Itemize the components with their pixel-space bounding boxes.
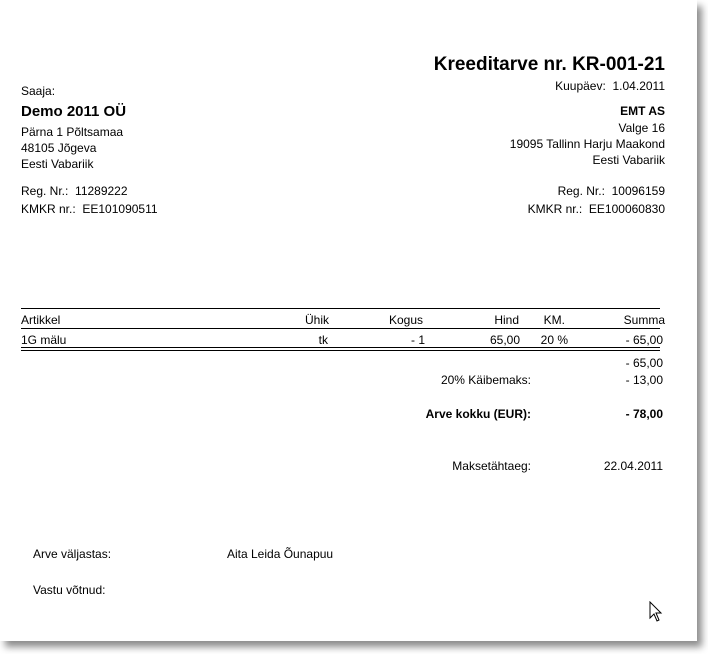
total-label: Arve kokku (EUR): (425, 407, 531, 421)
cell-unit: tk (318, 333, 328, 347)
cell-price: 65,00 (489, 333, 520, 347)
due-date-label: Maksetähtaeg: (452, 459, 531, 473)
vat-value: - 13,00 (625, 373, 663, 387)
cell-item: 1G mälu (21, 333, 67, 347)
col-header-sum: Summa (623, 313, 665, 327)
col-header-price: Hind (494, 313, 519, 327)
recipient-kmkr (21, 202, 158, 216)
recipient-label: Saaja: (21, 84, 56, 98)
cell-sum: - 65,00 (625, 333, 663, 347)
date-label: Kuupäev: (555, 79, 606, 93)
col-header-qty: Kogus (388, 313, 423, 327)
table-bottom-rule-1 (21, 347, 660, 348)
recipient-name: Demo 2011 OÜ (21, 103, 127, 120)
issued-by-value: Aita Leida Õunapuu (227, 547, 334, 561)
cell-vat: 20 % (540, 333, 568, 347)
seller-reg-label: Reg. Nr.: (557, 184, 605, 198)
seller-kmkr-value: EE100060830 (588, 202, 665, 216)
recipient-address-line2: 48105 Jõgeva (21, 141, 97, 155)
seller-city: 19095 Tallinn Harju Maakond (509, 137, 665, 151)
seller-kmkr (528, 202, 665, 216)
col-header-vat: KM. (543, 313, 565, 327)
col-header-unit: Ühik (304, 313, 329, 327)
recipient-reg-label: Reg. Nr.: (21, 184, 69, 198)
recipient-reg-value: 11289222 (75, 184, 128, 198)
seller-reg (558, 184, 665, 198)
table-header-rule (21, 328, 660, 329)
recipient-kmkr-value: EE101090511 (82, 202, 158, 216)
subtotal-value: - 65,00 (625, 356, 663, 370)
seller-country: Eesti Vabariik (592, 153, 665, 167)
seller-kmkr-label: KMKR nr.: (527, 202, 583, 216)
seller-name: EMT AS (620, 104, 665, 118)
col-header-item: Artikkel (21, 313, 61, 327)
seller-reg-value: 10096159 (611, 184, 665, 198)
vat-label: 20% Käibemaks: (440, 373, 531, 387)
seller-street: Valge 16 (618, 121, 665, 135)
recipient-kmkr-label: KMKR nr.: (21, 202, 76, 216)
date-value: 1.04.2011 (612, 79, 665, 93)
due-date-value: 22.04.2011 (603, 459, 663, 473)
invoice-title: Kreeditarve nr. KR-001-21 (433, 54, 665, 75)
invoice-date (465, 79, 665, 93)
total-value: - 78,00 (625, 407, 663, 421)
recipient-country: Eesti Vabariik (21, 157, 94, 171)
recipient-address-line1: Pärna 1 Põltsamaa (21, 125, 124, 139)
table-bottom-rule-2 (21, 350, 660, 351)
mouse-pointer-icon (649, 601, 663, 623)
recipient-reg (21, 184, 128, 198)
issued-by-label: Arve väljastas: (33, 547, 112, 561)
table-top-rule (21, 308, 660, 309)
received-by-label: Vastu võtnud: (33, 583, 106, 597)
cell-qty: - 1 (410, 333, 425, 347)
